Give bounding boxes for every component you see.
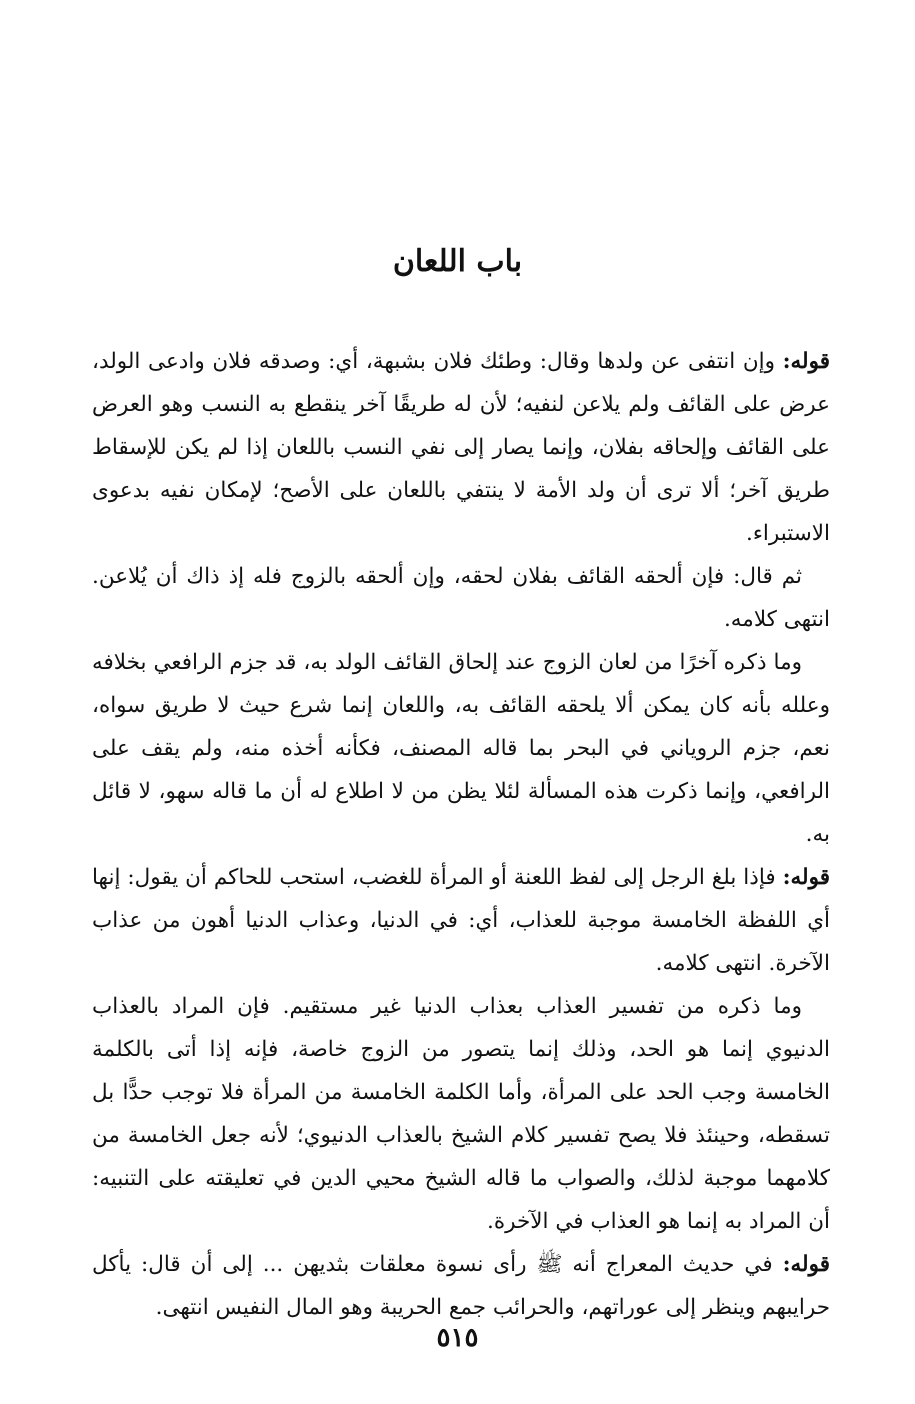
paragraph-lead-word: قوله: [782, 865, 830, 890]
paragraph-text: وما ذكره آخرًا من لعان الزوج عند إلحاق القائف الولد به، قد جزم الرافعي بخلافه وعلله بأنه كان يمكن ألا يلحقه القائف به، واللعان إنما شرع حيث لا طريق سواه، نعم، جزم الروياني في البحر بما قاله المصنف، فكأنه أخذه منه، ولم يقف على الرافعي، وإنما ذكرت هذه المسألة لئلا يظن من لا اطلاع له أن ما قاله سهو، لا قائل به. [92, 650, 830, 847]
paragraph [92, 641, 830, 856]
page-number: ٥١٥ [436, 1323, 479, 1353]
chapter-title: باب اللعان [392, 244, 523, 279]
paragraph [92, 555, 830, 641]
paragraph-text: في حديث المعراج أنه ﷺ رأى نسوة معلقات بثديهن ... إلى أن قال: يأكل حرايبهم وينظر إلى عوراتهم، والحرائب جمع الحريبة وهو المال النفيس انتهى. [92, 1252, 830, 1320]
paragraph-lead-word: قوله: [782, 1252, 830, 1277]
paragraph-text: وإن انتفى عن ولدها وقال: وطئك فلان بشبهة، أي: وصدقه فلان وادعى الولد، عرض على القائف ولم يلاعن لنفيه؛ لأن له طريقًا آخر ينقطع به النسب وهو العرض على القائف وإلحاقه بفلان، وإنما يصار إلى نفي النسب باللعان إذا لم يكن للإسقاط طريق آخر؛ ألا ترى أن ولد الأمة لا ينتفي باللعان على الأصح؛ لإمكان نفيه بدعوى الاستبراء. [92, 349, 830, 546]
paragraph [92, 985, 830, 1243]
paragraph-text: فإذا بلغ الرجل إلى لفظ اللعنة أو المرأة للغضب، استحب للحاكم أن يقول: إنها أي اللفظة الخامسة موجبة للعذاب، أي: في الدنيا، وعذاب الدنيا أهون من عذاب الآخرة. انتهى كلامه. [92, 865, 830, 976]
paragraph-text: ثم قال: فإن ألحقه القائف بفلان لحقه، وإن ألحقه بالزوج فله إذ ذاك أن يُلاعن. انتهى كلامه. [92, 564, 830, 632]
paragraph [92, 856, 830, 985]
paragraph [92, 340, 830, 555]
paragraph-lead-word: قوله: [782, 349, 830, 374]
paragraph [92, 1243, 830, 1329]
paragraph-text: وما ذكره من تفسير العذاب بعذاب الدنيا غير مستقيم. فإن المراد بالعذاب الدنيوي إنما هو الحد، وذلك إنما يتصور من الزوج خاصة، فإنه إذا أتى بالكلمة الخامسة وجب الحد على المرأة، وأما الكلمة الخامسة من المرأة فلا توجب حدًّا بل تسقطه، وحينئذ فلا يصح تفسير كلام الشيخ بالعذاب الدنيوي؛ لأنه جعل الخامسة من كلامهما موجبة لذلك، والصواب ما قاله الشيخ محيي الدين في تعليقته على التنبيه: أن المراد به إنما هو العذاب في الآخرة. [92, 994, 830, 1234]
text-body [92, 340, 830, 1329]
